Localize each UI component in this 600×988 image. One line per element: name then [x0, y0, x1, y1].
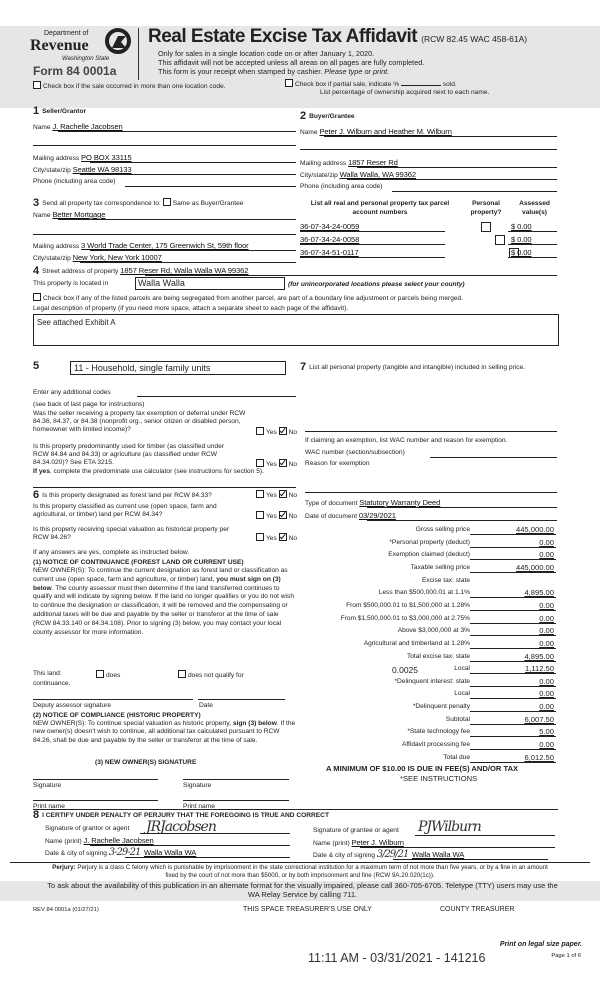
- perjury-bold: Perjury:: [52, 864, 76, 871]
- no-label: No: [288, 535, 298, 542]
- question-text: Is this property designated as forest land per RCW 84.33?: [42, 492, 212, 499]
- grantor-signature[interactable]: JRJacobsen: [146, 819, 216, 835]
- multi-location-checkbox[interactable]: [33, 81, 226, 90]
- signature-label: Signature: [33, 782, 62, 789]
- correspondence-heading: 3 Send all property tax correspondence to: Same as Buyer/Grantee: [33, 197, 244, 209]
- checkbox-label: does: [106, 672, 121, 679]
- timber-yes-no[interactable]: [256, 459, 297, 468]
- correspondence-city[interactable]: New York, New York 10007: [72, 253, 162, 262]
- treasurer-use: THIS SPACE TREASURER'S USE ONLY: [243, 906, 372, 913]
- print-name-label: Print name: [33, 803, 65, 810]
- underline: [324, 136, 557, 137]
- label: Mailing address: [300, 160, 347, 167]
- buyer-city-field[interactable]: [300, 170, 416, 179]
- seller-phone-label: Phone (including area code): [33, 178, 116, 185]
- checkbox-label: Check box if any of the listed parcels are being segregated from another parcel, are part of a boundary line adjustment or parcels being merged.: [43, 295, 464, 302]
- predominate-use-note: [33, 468, 283, 476]
- parcel-col-assessed: Assessed value(s): [519, 200, 550, 216]
- yes-checkbox[interactable]: [256, 427, 264, 435]
- doc-date[interactable]: 03/29/2021: [358, 511, 396, 520]
- personal-property-field[interactable]: [305, 431, 557, 432]
- label: Name (print): [313, 840, 350, 847]
- correspondence-name[interactable]: Better Mortgage: [52, 210, 106, 219]
- label: Date of document: [305, 513, 358, 520]
- seller-name[interactable]: J. Rachelle Jacobsen: [52, 122, 123, 131]
- checkbox[interactable]: [96, 670, 104, 678]
- fee-value[interactable]: 1,112.50: [525, 664, 554, 674]
- date-label: Date: [199, 702, 213, 709]
- fee-value[interactable]: 4,895.00: [524, 588, 554, 598]
- parcel-number[interactable]: 36-07-34-24-0059: [300, 222, 360, 231]
- buyer-mailing[interactable]: 1857 Reser Rd: [348, 158, 398, 167]
- grantee-signature[interactable]: PJWilburn: [418, 819, 481, 835]
- partial-percent-field[interactable]: [401, 85, 441, 86]
- legal-description-field[interactable]: [33, 314, 559, 346]
- street-address[interactable]: 1857 Reser Rd, Walla Walla WA 99362: [120, 266, 249, 275]
- notice-continuance-text: [33, 567, 297, 637]
- fee-label: Local: [454, 665, 470, 673]
- fee-label: Agricultural and timberland at 1.28%: [363, 639, 470, 647]
- label: City/state/zip: [33, 255, 71, 262]
- notice-compliance-title: (2) NOTICE OF COMPLIANCE (HISTORIC PROPERTY): [33, 712, 201, 719]
- fee-label: Affidavit processing fee: [401, 741, 470, 749]
- perjury-notice: [45, 864, 555, 880]
- owner-signature-2-field[interactable]: [183, 779, 289, 780]
- underline: [300, 231, 445, 232]
- historic-yes-no[interactable]: [256, 533, 297, 542]
- header-line-3-text: This form is your receipt when stamped by cashier.: [158, 67, 323, 76]
- seller-heading: 1 Seller/Grantor: [33, 105, 87, 117]
- fee-label: Subtotal: [445, 715, 470, 723]
- print-name-label: Print name: [183, 803, 215, 810]
- fee-label: Gross selling price: [415, 526, 470, 533]
- text: NEW OWNER(S): To continue the current designation as forest land or classification as current use (open space, farm and agriculture, or timber) land,: [33, 567, 288, 583]
- correspondence-mailing-field[interactable]: [33, 241, 249, 250]
- fee-label: Excise tax: state: [421, 576, 470, 584]
- buyer-phone-field[interactable]: [392, 191, 557, 192]
- assessed-value[interactable]: $ 0.00: [511, 222, 532, 231]
- fee-label: Above $3,000,000 at 3%: [397, 627, 470, 635]
- current-use-question: Is this property classified as current use (open space, farm and agricultural, or timber) land per RCW 84.34?: [33, 503, 217, 518]
- no-label: No: [288, 492, 298, 499]
- checkbox[interactable]: [33, 293, 41, 301]
- fee-value[interactable]: 5.00: [539, 727, 554, 737]
- grantor-city[interactable]: Walla Walla WA: [144, 848, 197, 857]
- fee-value[interactable]: 0.00: [539, 613, 554, 623]
- underline: [58, 219, 296, 220]
- fee-value[interactable]: 0.00: [539, 740, 554, 750]
- no-checkbox[interactable]: [279, 511, 287, 519]
- underline: [393, 859, 548, 860]
- print-legal-note: Print on legal size paper.: [499, 941, 582, 948]
- owner-print-2-field[interactable]: [183, 800, 289, 801]
- exemption-note: If claiming an exemption, list WAC number and reason for exemption.: [305, 437, 508, 444]
- yes-label: Yes: [266, 492, 277, 499]
- correspondence-name-field[interactable]: [33, 210, 105, 219]
- fee-value[interactable]: 0.00: [539, 600, 554, 610]
- label: City/state/zip: [33, 167, 71, 174]
- label: Name: [300, 129, 318, 136]
- segregated-checkbox[interactable]: [33, 293, 463, 302]
- legal-description: See attached Exhibit A: [37, 318, 116, 327]
- yes-checkbox[interactable]: [256, 490, 264, 498]
- does-not-checkbox[interactable]: [178, 670, 244, 679]
- new-owner-signature-title: (3) NEW OWNER(S) SIGNATURE: [95, 759, 197, 766]
- additional-codes-label: Enter any additional codes: [33, 389, 111, 396]
- accessibility-note: To ask about the availability of this publication in an alternate format for the visually impaired, please call 360-705-6705. Teletype (TTY) users may use the WA Relay Service by calling 711.: [47, 881, 558, 899]
- correspondence-heading-text: Send all property tax correspondence to:: [42, 200, 161, 207]
- local-rate: 0.0025: [392, 665, 418, 675]
- yes-checkbox[interactable]: [256, 511, 264, 519]
- fee-value[interactable]: 4,895.00: [524, 651, 554, 661]
- form-number: Form 84 0001a: [33, 64, 117, 78]
- location-value: Walla Walla: [138, 278, 185, 288]
- text: . The county assessor must then determine if the land transferred continues to qualify and will indicate by signing below. If the land no longer qualifies or you do not wish to continue the designation or classification, it will be removed and the compensating or additional taxes will be due and payable by the seller or transferor at the time of sale (RCW 84.33.140 or 84.34.108). Prior to signing (3) below, you may contact your local county assessor for more information.: [33, 584, 294, 636]
- seller-heading-text: Seller/Grantor: [42, 108, 87, 115]
- underline: [470, 698, 556, 699]
- historic-question: Is this property receiving special valuation as historical property per RCW 84.26?: [33, 526, 230, 541]
- label: Mailing address: [33, 155, 80, 162]
- timber-question: Is this property predominantly used for timber (as classified under RCW 84.84 and 84.33) or agriculture (as classified under RCW 84.34.020)? See ETA 3215.: [33, 443, 224, 466]
- personal-property-heading: 7 List all personal property (tangible and intangible) included in selling price.: [300, 361, 526, 373]
- agency-name: Revenue: [30, 37, 89, 54]
- notice-continuance-title: (1) NOTICE OF CONTINUANCE (FOREST LAND OR CURRENT USE): [33, 559, 244, 566]
- header-line-3-italic: Please type or print.: [324, 67, 390, 76]
- title-row: [148, 27, 527, 47]
- parcel-col-numbers: List all real and personal property tax parcel account numbers: [310, 200, 450, 216]
- forest-yes-no[interactable]: [256, 490, 297, 499]
- underline: [300, 244, 445, 245]
- street-address-field[interactable]: 4 Street address of property 1857 Reser Rd, Walla Walla WA 99362: [33, 265, 249, 277]
- underline: [357, 167, 557, 168]
- checkbox-label: Check box if the sale occurred in more than one location code.: [43, 83, 226, 90]
- see-instructions: *SEE INSTRUCTIONS: [400, 774, 478, 783]
- use-code-value: 11 - Household, single family units: [74, 363, 211, 373]
- no-label: No: [288, 513, 298, 520]
- divider: [33, 487, 296, 488]
- forest-land-question: 6 Is this property designated as forest land per RCW 84.33?: [33, 489, 212, 501]
- no-checkbox[interactable]: [279, 459, 287, 467]
- underline: [367, 520, 557, 521]
- wac-label: WAC number (section/subsection): [305, 449, 405, 456]
- fee-value[interactable]: 0.00: [539, 638, 554, 648]
- underline: [508, 231, 557, 232]
- underline: [470, 635, 556, 636]
- fee-label: *State technology fee: [407, 728, 470, 736]
- page-title: Real Estate Excise Tax Affidavit: [148, 26, 418, 47]
- underline: [140, 833, 290, 834]
- underline: [33, 234, 296, 235]
- fee-value[interactable]: 445,000.00: [515, 562, 554, 572]
- note-text: , complete the predominate use calculator (see instructions for section 5).: [49, 468, 264, 475]
- underline: [90, 845, 290, 846]
- ownership-note: List percentage of ownership acquired next to each name.: [320, 89, 490, 96]
- underline: [470, 749, 556, 750]
- does-checkbox[interactable]: [96, 670, 120, 679]
- underline: [470, 673, 556, 674]
- underline: [470, 711, 556, 712]
- revision: REV 84 0001a (01/27/21): [33, 907, 99, 913]
- underline: [470, 534, 556, 535]
- parcel-number[interactable]: 36-07-34-24-0058: [300, 235, 360, 244]
- citation: (RCW 82.45 WAC 458-61A): [421, 34, 528, 44]
- wac-field[interactable]: [430, 457, 557, 458]
- underline: [470, 648, 556, 649]
- reason-field[interactable]: [305, 492, 557, 493]
- grantor-signature-label: Signature of grantor or agent: [45, 825, 130, 832]
- no-checkbox[interactable]: [279, 490, 287, 498]
- checkbox-label: Check box if partial sale, indicate %: [295, 81, 400, 88]
- fee-label: Local: [454, 690, 470, 698]
- grantor-name-field[interactable]: [45, 836, 154, 845]
- underline: [360, 847, 555, 848]
- fee-label: Exemption claimed (deduct): [388, 551, 470, 559]
- additional-codes-note: (see back of last page for instructions): [33, 401, 145, 408]
- underline: [508, 244, 557, 245]
- grantor-name[interactable]: J. Rachelle Jacobsen: [83, 836, 154, 845]
- underline: [33, 145, 296, 146]
- owner-print-1-field[interactable]: [33, 800, 158, 801]
- location-select[interactable]: [135, 277, 285, 290]
- underline: [90, 162, 296, 163]
- underline: [145, 275, 557, 276]
- sold-label: sold.: [442, 81, 457, 88]
- underline: [470, 547, 556, 548]
- underline: [470, 736, 556, 737]
- label: City/state/zip: [300, 172, 338, 179]
- assessed-value[interactable]: $ 0.00: [511, 248, 532, 257]
- text: NEW OWNER(S): To continue special valuation as historic property,: [33, 720, 232, 727]
- deputy-date-field[interactable]: [198, 699, 285, 700]
- county-treasurer: COUNTY TREASURER: [440, 906, 515, 913]
- buyer-name-field[interactable]: [300, 127, 452, 136]
- yes-checkbox[interactable]: [256, 533, 264, 541]
- grantee-name-field[interactable]: [313, 838, 404, 847]
- fee-value[interactable]: 0.00: [539, 626, 554, 636]
- header-line-1: Only for sales in a single location code on or after January 1, 2020.: [158, 49, 375, 58]
- checkbox-label: Same as Buyer/Grantee: [172, 200, 244, 207]
- yes-label: Yes: [266, 461, 277, 468]
- section-5-number: 5: [33, 360, 40, 372]
- seller-city-field[interactable]: [33, 165, 132, 174]
- no-label: No: [288, 429, 298, 436]
- fee-label: *Delinquent interest: state: [394, 677, 470, 685]
- notice-compliance-text: [33, 720, 297, 745]
- label: Street address of property: [42, 268, 119, 275]
- header-line-3: [158, 67, 389, 76]
- fee-label: Total excise tax: state: [406, 652, 470, 660]
- note-bold: If yes: [33, 468, 50, 475]
- fee-label: *Personal property (deduct): [389, 538, 470, 546]
- label: Name: [33, 212, 51, 219]
- deputy-signature-field[interactable]: [33, 699, 193, 700]
- personal-property-checkbox[interactable]: [481, 222, 491, 232]
- doc-date-field[interactable]: [305, 511, 396, 520]
- seller-phone-field[interactable]: [125, 186, 296, 187]
- header-divider: [138, 28, 139, 80]
- certify-heading: 8 I CERTIFY UNDER PENALTY OF PERJURY THAT THE FOREGOING IS TRUE AND CORRECT: [33, 809, 329, 821]
- fee-label: *Delinquent penalty: [412, 703, 470, 711]
- underline: [470, 610, 556, 611]
- fee-label: Taxable selling price: [410, 563, 470, 571]
- parcel-col-personal: Personal property?: [470, 200, 502, 216]
- fee-value[interactable]: 0.00: [539, 689, 554, 699]
- underline: [300, 257, 445, 258]
- yes-label: Yes: [266, 535, 277, 542]
- agency-line: Department of: [44, 30, 89, 37]
- label: Mailing address: [33, 243, 80, 250]
- fee-label: From $1,500,000.01 to $3,000,000 at 2.75%: [340, 614, 470, 622]
- fee-value[interactable]: 6,007.50: [524, 714, 554, 724]
- label: Name: [33, 124, 51, 131]
- continuance-label: continuance.: [33, 680, 71, 687]
- exemption-question: Was the seller receiving a property tax exemption or deferral under RCW 84.36, 84.37, or 84.38 (nonprofit org., senior citizen or disabled person, homeowner with limited income)?: [33, 410, 246, 433]
- underline: [470, 597, 556, 598]
- doc-type-field[interactable]: [305, 498, 440, 507]
- no-checkbox[interactable]: [279, 427, 287, 435]
- underline: [80, 174, 296, 175]
- additional-codes-field[interactable]: [137, 396, 296, 397]
- fee-value[interactable]: 0.00: [539, 676, 554, 686]
- underline: [90, 250, 296, 251]
- page-number: Page 1 of 6: [551, 953, 581, 959]
- fee-value[interactable]: 6,012.50: [524, 752, 554, 762]
- underline: [470, 623, 556, 624]
- divider: [10, 862, 590, 863]
- text-bold: sign (3) below: [232, 720, 277, 727]
- underline: [470, 572, 556, 573]
- underline: [470, 559, 556, 560]
- use-code-select[interactable]: [70, 361, 286, 375]
- signature-label: Signature: [183, 782, 212, 789]
- fee-value[interactable]: 0.00: [539, 702, 554, 712]
- buyer-heading-text: Buyer/Grantee: [309, 113, 355, 120]
- buyer-name[interactable]: Peter J. Wilburn and Heather M. Wilburn: [319, 127, 452, 136]
- yes-checkbox[interactable]: [256, 459, 264, 467]
- correspondence-city-field[interactable]: [33, 253, 162, 262]
- reason-label: Reason for exemption: [305, 460, 370, 467]
- buyer-city[interactable]: Walla Walla, WA 99362: [339, 170, 416, 179]
- fee-value[interactable]: 0.00: [539, 537, 554, 547]
- underline: [58, 131, 296, 132]
- fee-value[interactable]: 445,000.00: [515, 525, 554, 534]
- doc-type[interactable]: Statutory Warranty Deed: [359, 498, 441, 507]
- this-land-label: This land:: [33, 670, 62, 677]
- recording-stamp: 11:11 AM - 03/31/2021 - 141216: [308, 951, 486, 965]
- underline: [470, 661, 556, 662]
- label: Name (print): [45, 838, 82, 845]
- seller-mailing-field[interactable]: [33, 153, 132, 162]
- agency-state: Washington State: [62, 56, 110, 62]
- location-note: (for unincorporated locations please select your county): [288, 281, 465, 288]
- underline: [470, 686, 556, 687]
- grantee-name[interactable]: Peter J. Wilburn: [351, 838, 404, 847]
- underline: [470, 724, 556, 725]
- no-label: No: [288, 461, 298, 468]
- grantor-date[interactable]: 3-29-21: [108, 847, 141, 858]
- fee-value[interactable]: 0.00: [539, 550, 554, 560]
- checkbox[interactable]: [285, 79, 293, 87]
- no-checkbox[interactable]: [279, 533, 287, 541]
- checkbox-label: does not qualify for: [188, 672, 244, 679]
- label: Date & city of signing: [313, 852, 375, 859]
- text: . If the new owner(s) doesn't wish to continue, all additional tax calculated pursuant to RCW 84.26, shall be due and payable by the seller or transferor at the time of sale.: [33, 720, 296, 744]
- exemption-yes-no[interactable]: [256, 427, 297, 436]
- parcel-number[interactable]: 36-07-34-51-0117: [300, 248, 359, 257]
- underline: [508, 257, 557, 258]
- seller-city[interactable]: Seattle WA 98133: [72, 165, 132, 174]
- label: Type of document: [305, 500, 358, 507]
- underline: [300, 149, 557, 150]
- revenue-logo-icon: [104, 28, 132, 56]
- grantee-date[interactable]: 3/29/21: [376, 849, 409, 860]
- seller-name-field[interactable]: [33, 122, 123, 131]
- fee-label: Less than $500,000.01 at 1.1%: [378, 589, 470, 597]
- underline: [347, 179, 557, 180]
- correspondence-mailing[interactable]: 3 World Trade Center, 175 Greenwich St, 59th floor: [81, 241, 249, 250]
- underline: [80, 262, 296, 263]
- any-yes-note: If any answers are yes, complete as instructed below.: [33, 549, 190, 556]
- fee-label: From $500,000.01 to $1,500,000 at 1.28%: [346, 601, 470, 609]
- perjury-text: Perjury is a class C felony which is punishable by imprisonment in the state correctional institution for a maximum term of not more than five years, or by a fine in an amount fixed by the court of not more than $5000, or by both imprisonment and fine (RCW 9A.20.020(1c)).: [77, 864, 548, 879]
- owner-signature-1-field[interactable]: [33, 779, 158, 780]
- partial-sale-checkbox[interactable]: [285, 79, 457, 88]
- heading-text: List all personal property (tangible and intangible) included in selling price.: [309, 364, 526, 371]
- underline: [367, 507, 557, 508]
- label: Date & city of signing: [45, 850, 107, 857]
- underline: [125, 857, 290, 858]
- buyer-mailing-field[interactable]: [300, 158, 398, 167]
- grantee-signature-label: Signature of grantee or agent: [313, 827, 399, 834]
- personal-property-checkbox[interactable]: [495, 235, 505, 245]
- same-as-buyer-checkbox[interactable]: [163, 198, 171, 206]
- checkbox[interactable]: [33, 81, 41, 89]
- grantee-city[interactable]: Walla Walla WA: [412, 850, 465, 859]
- seller-mailing[interactable]: PO BOX 33115: [81, 153, 132, 162]
- minimum-due-note: A MINIMUM OF $10.00 IS DUE IN FEE(S) AND/OR TAX: [326, 764, 519, 773]
- buyer-phone-label: Phone (including area code): [300, 183, 383, 190]
- legal-description-label: Legal description of property (if you need more space, attach a separate sheet to each page of the affidavit).: [33, 305, 349, 312]
- assessed-value[interactable]: $ 0.00: [511, 235, 532, 244]
- located-in-label: This property is located in: [33, 280, 109, 287]
- fee-label: Total due: [443, 753, 470, 761]
- yes-label: Yes: [266, 429, 277, 436]
- text-bold: you must sign on (3) below: [33, 575, 281, 592]
- current-use-yes-no[interactable]: [256, 511, 297, 520]
- underline: [470, 762, 556, 763]
- deputy-signature-label: Deputy assessor signature: [33, 702, 112, 709]
- checkbox[interactable]: [178, 670, 186, 678]
- underline: [415, 835, 555, 836]
- header-line-2: This affidavit will not be accepted unless all areas on all pages are fully completed.: [158, 58, 425, 67]
- heading-text: I CERTIFY UNDER PENALTY OF PERJURY THAT THE FOREGOING IS TRUE AND CORRECT: [42, 812, 329, 819]
- buyer-heading: 2 Buyer/Grantee: [300, 110, 355, 122]
- yes-label: Yes: [266, 513, 277, 520]
